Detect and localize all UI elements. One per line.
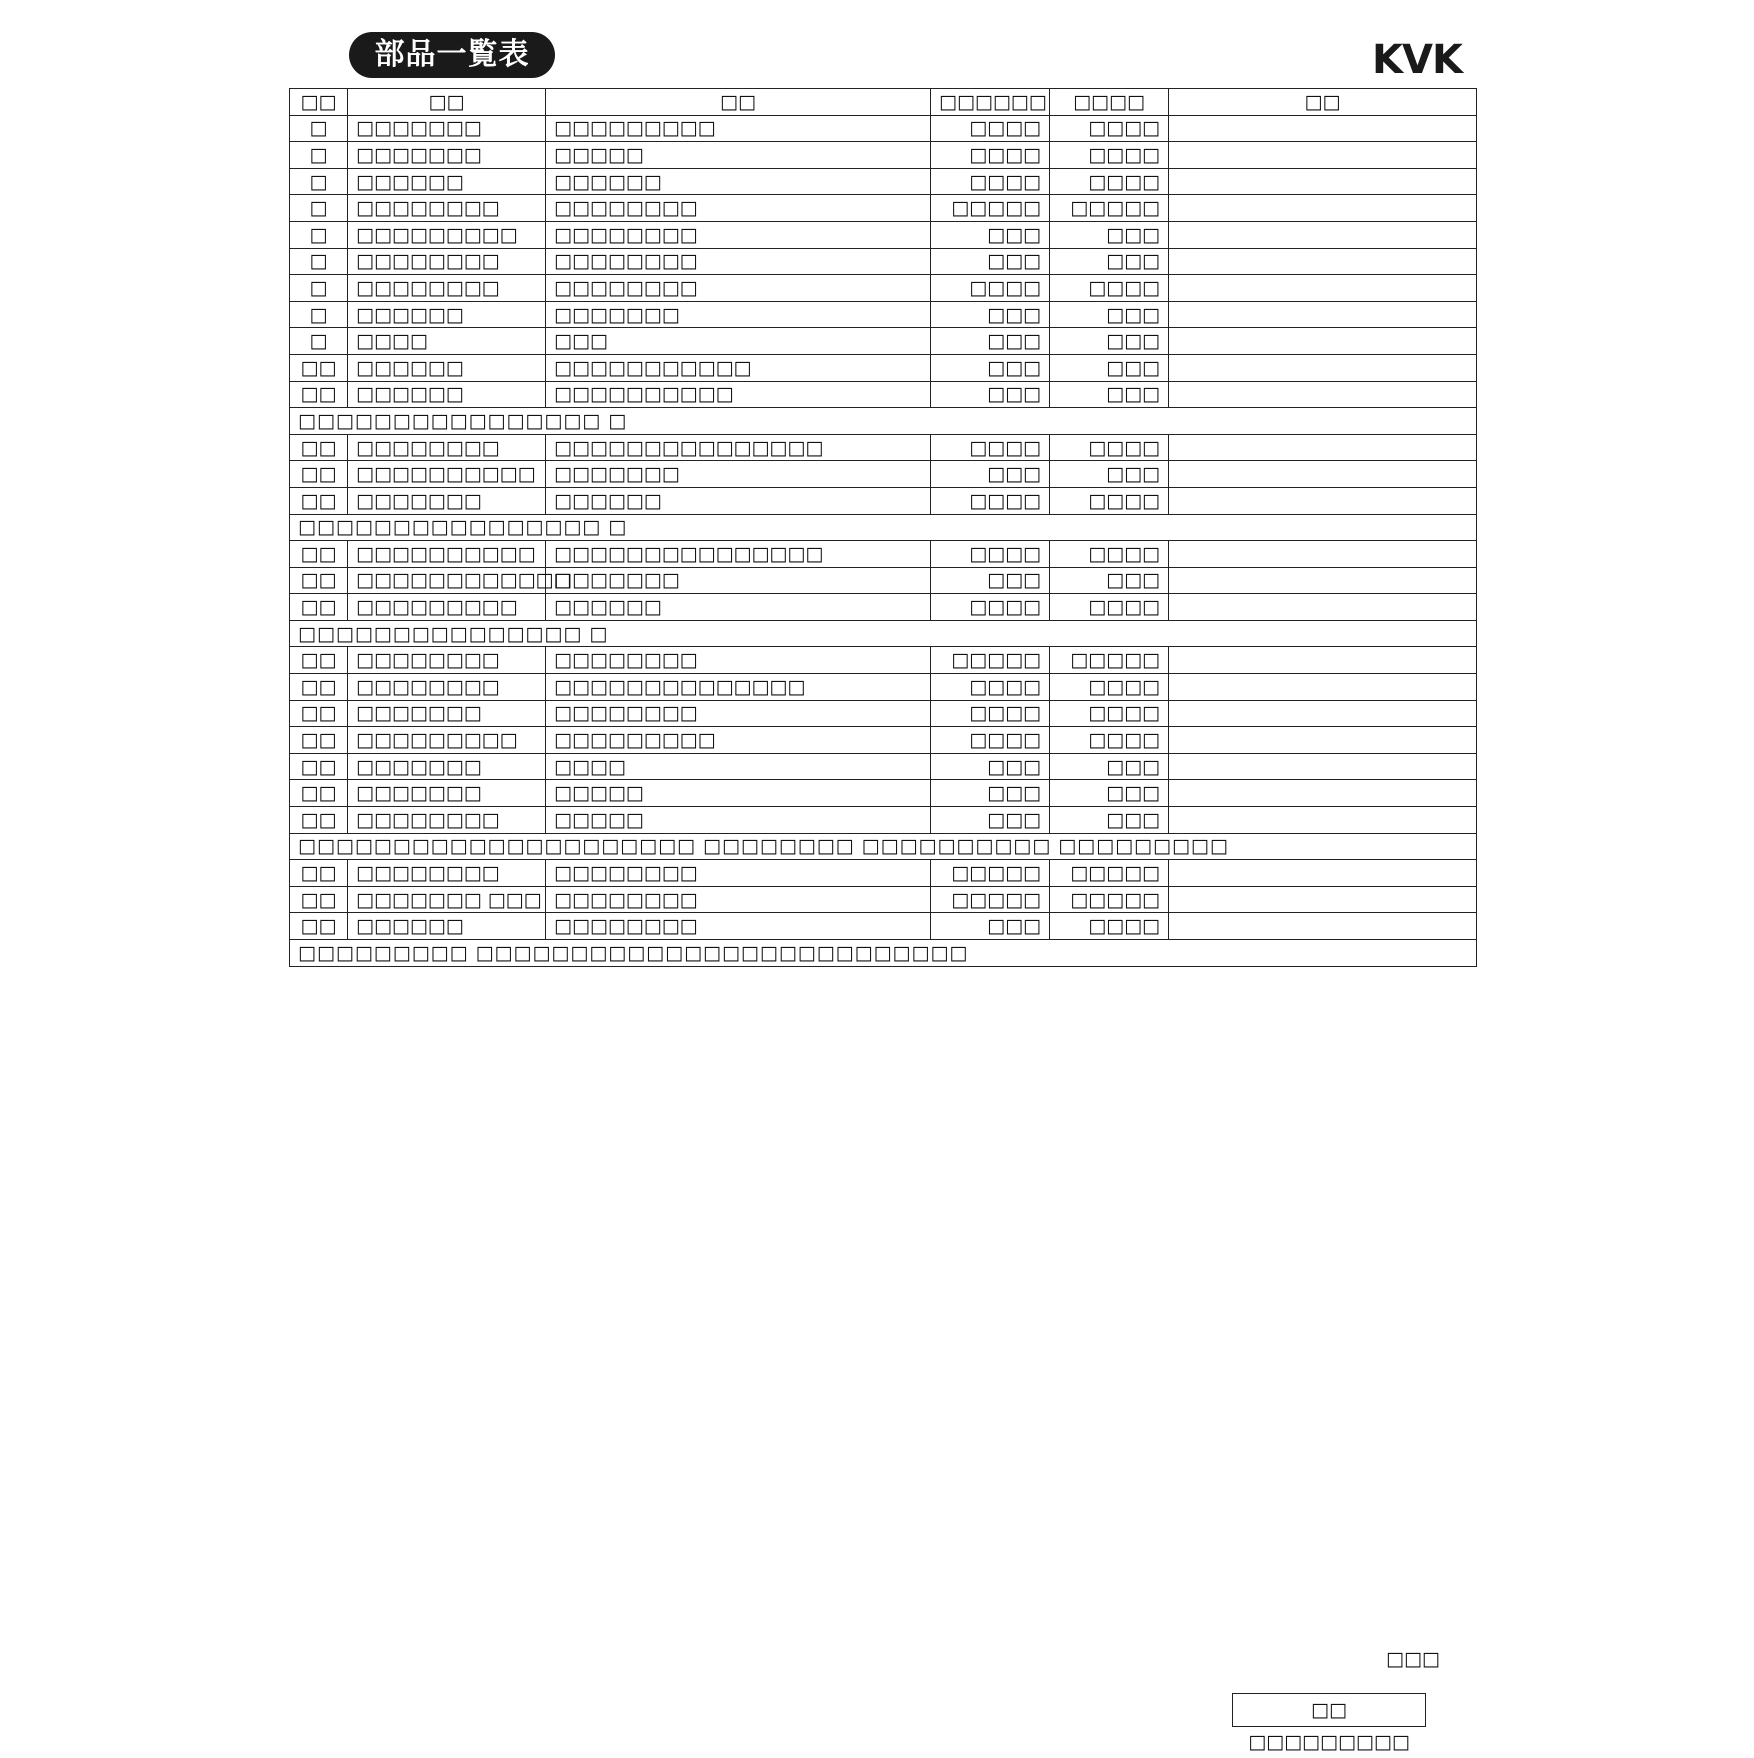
cell-price-b: □□□□□ — [1050, 195, 1169, 222]
cell-price-b: □□□□ — [1050, 115, 1169, 142]
cell-part-code: □□□□□□□ — [348, 142, 546, 169]
section-label: □□□□□□□□□□□□□□□ □ — [290, 620, 1477, 647]
page-title: 部品一覧表 — [349, 32, 555, 78]
cell-price-a: □□□ — [931, 381, 1050, 408]
cell-price-b: □□□ — [1050, 567, 1169, 594]
cell-part-code: □□□□□□□□ — [348, 195, 546, 222]
cell-number: □□ — [290, 860, 348, 887]
table-row — [290, 487, 1477, 514]
cell-part-code: □□□□ — [348, 328, 546, 355]
cell-note — [1169, 541, 1477, 568]
cell-note — [1169, 860, 1477, 887]
cell-note — [1169, 567, 1477, 594]
section-label: □□□□□□□□□ □□□□□□□□□□□□□□□□□□□□□□□□□□ — [290, 940, 1477, 967]
section-label: □□□□□□□□□□□□□□□□ □ — [290, 514, 1477, 541]
cell-part-name: □□□□□□□□□□□□□□ — [546, 674, 931, 701]
cell-price-a: □□□ — [931, 328, 1050, 355]
table-row — [290, 674, 1477, 701]
cell-note — [1169, 275, 1477, 302]
section-label: □□□□□□□□□□□□□□□□□□□□□ □□□□□□□□ □□□□□□□□□□ □□□□□□□□□ — [290, 833, 1477, 860]
table-row — [290, 275, 1477, 302]
cell-number: □□ — [290, 381, 348, 408]
brand-logo: KVK — [1372, 37, 1462, 83]
cell-price-b: □□□□ — [1050, 541, 1169, 568]
cell-part-name: □□□□□□□ — [546, 301, 931, 328]
cell-price-b: □□□□ — [1050, 700, 1169, 727]
cell-number: □□ — [290, 674, 348, 701]
cell-price-a: □□□ — [931, 221, 1050, 248]
cell-part-code: □□□□□□ — [348, 301, 546, 328]
cell-price-a: □□□ — [931, 301, 1050, 328]
cell-price-a: □□□ — [931, 753, 1050, 780]
cell-part-name: □□□□□□ — [546, 594, 931, 621]
table-row — [290, 142, 1477, 169]
cell-note — [1169, 913, 1477, 940]
cell-part-name: □□□□□□□□ — [546, 221, 931, 248]
cell-note — [1169, 301, 1477, 328]
cell-price-a: □□□ — [931, 780, 1050, 807]
cell-number: □□ — [290, 567, 348, 594]
cell-number: □□ — [290, 753, 348, 780]
cell-number: □ — [290, 248, 348, 275]
cell-part-name: □□□□□□□□□□□□□□□ — [546, 434, 931, 461]
section-row — [290, 940, 1477, 967]
cell-part-code: □□□□□□□ — [348, 700, 546, 727]
cell-part-name: □□□□□□□□□ — [546, 727, 931, 754]
table-row — [290, 541, 1477, 568]
cell-part-code: □□□□□□□□ — [348, 434, 546, 461]
cell-part-name: □□□□□□□□ — [546, 700, 931, 727]
table-row — [290, 461, 1477, 488]
table-row — [290, 195, 1477, 222]
table-row — [290, 886, 1477, 913]
table-row — [290, 807, 1477, 834]
cell-price-a: □□□□ — [931, 674, 1050, 701]
cell-part-code: □□□□□□□ □□□ — [348, 886, 546, 913]
cell-part-name: □□□□□□□□ — [546, 886, 931, 913]
cell-price-b: □□□ — [1050, 461, 1169, 488]
cell-price-a: □□□□ — [931, 168, 1050, 195]
cell-price-b: □□□ — [1050, 753, 1169, 780]
cell-price-a: □□□ — [931, 248, 1050, 275]
cell-note — [1169, 700, 1477, 727]
cell-number: □□ — [290, 647, 348, 674]
cell-part-code: □□□□□□□ — [348, 780, 546, 807]
cell-price-a: □□□□ — [931, 434, 1050, 461]
cell-part-code: □□□□□□ — [348, 354, 546, 381]
parts-table-body — [290, 115, 1477, 966]
cell-price-a: □□□□ — [931, 541, 1050, 568]
cell-price-b: □□□ — [1050, 780, 1169, 807]
cell-price-b: □□□□ — [1050, 168, 1169, 195]
cell-part-name: □□□□□□□□ — [546, 195, 931, 222]
cell-part-code: □□□□□□□□□□ — [348, 541, 546, 568]
cell-part-code: □□□□□□□ — [348, 487, 546, 514]
cell-number: □ — [290, 142, 348, 169]
cell-part-name: □□□□□ — [546, 807, 931, 834]
cell-number: □□ — [290, 727, 348, 754]
cell-part-name: □□□□□□□□ — [546, 913, 931, 940]
cell-note — [1169, 753, 1477, 780]
section-label: □□□□□□□□□□□□□□□□ □ — [290, 408, 1477, 435]
column-header-note: □□ — [1169, 89, 1477, 116]
section-row — [290, 620, 1477, 647]
cell-price-a: □□□□□ — [931, 647, 1050, 674]
cell-part-code: □□□□□□□ — [348, 753, 546, 780]
cell-part-name: □□□ — [546, 328, 931, 355]
cell-price-a: □□□□□ — [931, 860, 1050, 887]
cell-number: □□ — [290, 886, 348, 913]
cell-part-name: □□□□□□□ — [546, 461, 931, 488]
cell-price-b: □□□□□ — [1050, 860, 1169, 887]
cell-number: □ — [290, 195, 348, 222]
cell-note — [1169, 248, 1477, 275]
cell-number: □□ — [290, 541, 348, 568]
table-row — [290, 248, 1477, 275]
column-header-price-b: □□□□ — [1050, 89, 1169, 116]
cell-part-code: □□□□□□□□ — [348, 807, 546, 834]
cell-part-name: □□□□□□□□ — [546, 275, 931, 302]
cell-price-b: □□□□ — [1050, 594, 1169, 621]
cell-number: □ — [290, 275, 348, 302]
table-row — [290, 115, 1477, 142]
cell-price-a: □□□□ — [931, 594, 1050, 621]
table-row — [290, 647, 1477, 674]
cell-number: □ — [290, 328, 348, 355]
cell-price-a: □□□□ — [931, 115, 1050, 142]
cell-price-a: □□□ — [931, 567, 1050, 594]
cell-number: □□ — [290, 434, 348, 461]
cell-part-name: □□□□□□□□ — [546, 248, 931, 275]
section-row — [290, 408, 1477, 435]
cell-part-code: □□□□□□□□□□ — [348, 461, 546, 488]
section-row — [290, 833, 1477, 860]
table-header-row — [290, 89, 1477, 116]
table-row — [290, 727, 1477, 754]
cell-price-a: □□□□ — [931, 275, 1050, 302]
table-row — [290, 594, 1477, 621]
cell-part-code: □□□□□□□□ — [348, 275, 546, 302]
cell-price-a: □□□□ — [931, 727, 1050, 754]
cell-note — [1169, 434, 1477, 461]
cell-note — [1169, 886, 1477, 913]
cell-part-code: □□□□□□□□ — [348, 248, 546, 275]
cell-price-a: □□□ — [931, 913, 1050, 940]
cell-part-code: □□□□□□□□□ — [348, 221, 546, 248]
cell-number: □□ — [290, 700, 348, 727]
document-code: □□ □□□□□□□□□ — [1232, 1693, 1426, 1727]
cell-part-name: □□□□□□□□□ — [546, 115, 931, 142]
cell-note — [1169, 594, 1477, 621]
table-row — [290, 221, 1477, 248]
cell-price-a: □□□ — [931, 461, 1050, 488]
cell-part-code: □□□□□□□□ — [348, 647, 546, 674]
cell-note — [1169, 354, 1477, 381]
cell-price-b: □□□ — [1050, 354, 1169, 381]
cell-price-b: □□□ — [1050, 248, 1169, 275]
parts-table — [289, 88, 1477, 967]
cell-note — [1169, 727, 1477, 754]
cell-part-name: □□□□□□ — [546, 168, 931, 195]
cell-part-code: □□□□□□□□ — [348, 674, 546, 701]
cell-note — [1169, 674, 1477, 701]
cell-number: □ — [290, 221, 348, 248]
table-row — [290, 700, 1477, 727]
cell-note — [1169, 115, 1477, 142]
table-row — [290, 860, 1477, 887]
cell-note — [1169, 461, 1477, 488]
column-header-code: □□ — [348, 89, 546, 116]
cell-note — [1169, 195, 1477, 222]
cell-part-name: □□□□□ — [546, 780, 931, 807]
cell-price-a: □□□ — [931, 807, 1050, 834]
table-row — [290, 328, 1477, 355]
table-row — [290, 753, 1477, 780]
table-row — [290, 913, 1477, 940]
cell-number: □□ — [290, 594, 348, 621]
cell-number: □□ — [290, 913, 348, 940]
table-row — [290, 434, 1477, 461]
cell-price-a: □□□□□ — [931, 195, 1050, 222]
cell-number: □ — [290, 168, 348, 195]
cell-note — [1169, 328, 1477, 355]
cell-price-a: □□□□□ — [931, 886, 1050, 913]
page-number: □□□ — [1386, 1648, 1440, 1670]
cell-note — [1169, 142, 1477, 169]
cell-number: □ — [290, 115, 348, 142]
table-row — [290, 567, 1477, 594]
cell-price-b: □□□□ — [1050, 434, 1169, 461]
cell-note — [1169, 780, 1477, 807]
cell-part-name: □□□□□□□ — [546, 567, 931, 594]
cell-price-b: □□□ — [1050, 328, 1169, 355]
cell-part-code: □□□□□□□□□ — [348, 594, 546, 621]
cell-part-name: □□□□□□□□□□□□□□□ — [546, 541, 931, 568]
cell-number: □□ — [290, 354, 348, 381]
cell-part-code: □□□□□□ — [348, 168, 546, 195]
cell-part-name: □□□□□□□□□□□ — [546, 354, 931, 381]
cell-part-name: □□□□ — [546, 753, 931, 780]
cell-part-name: □□□□□□□□ — [546, 647, 931, 674]
column-header-no: □□ — [290, 89, 348, 116]
cell-price-b: □□□□ — [1050, 487, 1169, 514]
table-row — [290, 301, 1477, 328]
cell-note — [1169, 487, 1477, 514]
column-header-price-a: □□□□□□ — [931, 89, 1050, 116]
cell-part-name: □□□□□□ — [546, 487, 931, 514]
cell-part-code: □□□□□□ — [348, 913, 546, 940]
cell-price-b: □□□ — [1050, 807, 1169, 834]
cell-number: □□ — [290, 780, 348, 807]
cell-price-b: □□□ — [1050, 381, 1169, 408]
table-row — [290, 168, 1477, 195]
table-row — [290, 354, 1477, 381]
cell-price-b: □□□□ — [1050, 275, 1169, 302]
cell-part-code: □□□□□□□□□□□□ — [348, 567, 546, 594]
cell-price-b: □□□ — [1050, 221, 1169, 248]
cell-part-code: □□□□□□ — [348, 381, 546, 408]
table-row — [290, 780, 1477, 807]
cell-price-b: □□□□ — [1050, 727, 1169, 754]
cell-part-name: □□□□□□□□□□ — [546, 381, 931, 408]
cell-note — [1169, 807, 1477, 834]
column-header-name: □□ — [546, 89, 931, 116]
cell-price-b: □□□□□ — [1050, 886, 1169, 913]
cell-price-b: □□□□ — [1050, 142, 1169, 169]
cell-note — [1169, 168, 1477, 195]
cell-number: □□ — [290, 807, 348, 834]
cell-price-b: □□□ — [1050, 301, 1169, 328]
cell-price-a: □□□□ — [931, 487, 1050, 514]
cell-price-b: □□□□ — [1050, 913, 1169, 940]
cell-note — [1169, 647, 1477, 674]
cell-note — [1169, 221, 1477, 248]
cell-price-a: □□□□ — [931, 700, 1050, 727]
cell-part-code: □□□□□□□□□ — [348, 727, 546, 754]
cell-part-code: □□□□□□□□ — [348, 860, 546, 887]
cell-part-name: □□□□□ — [546, 142, 931, 169]
table-row — [290, 381, 1477, 408]
cell-part-name: □□□□□□□□ — [546, 860, 931, 887]
cell-number: □□ — [290, 461, 348, 488]
cell-note — [1169, 381, 1477, 408]
cell-price-a: □□□ — [931, 354, 1050, 381]
cell-part-code: □□□□□□□ — [348, 115, 546, 142]
cell-price-b: □□□□□ — [1050, 647, 1169, 674]
cell-number: □ — [290, 301, 348, 328]
cell-price-a: □□□□ — [931, 142, 1050, 169]
section-row — [290, 514, 1477, 541]
cell-number: □□ — [290, 487, 348, 514]
cell-price-b: □□□□ — [1050, 674, 1169, 701]
